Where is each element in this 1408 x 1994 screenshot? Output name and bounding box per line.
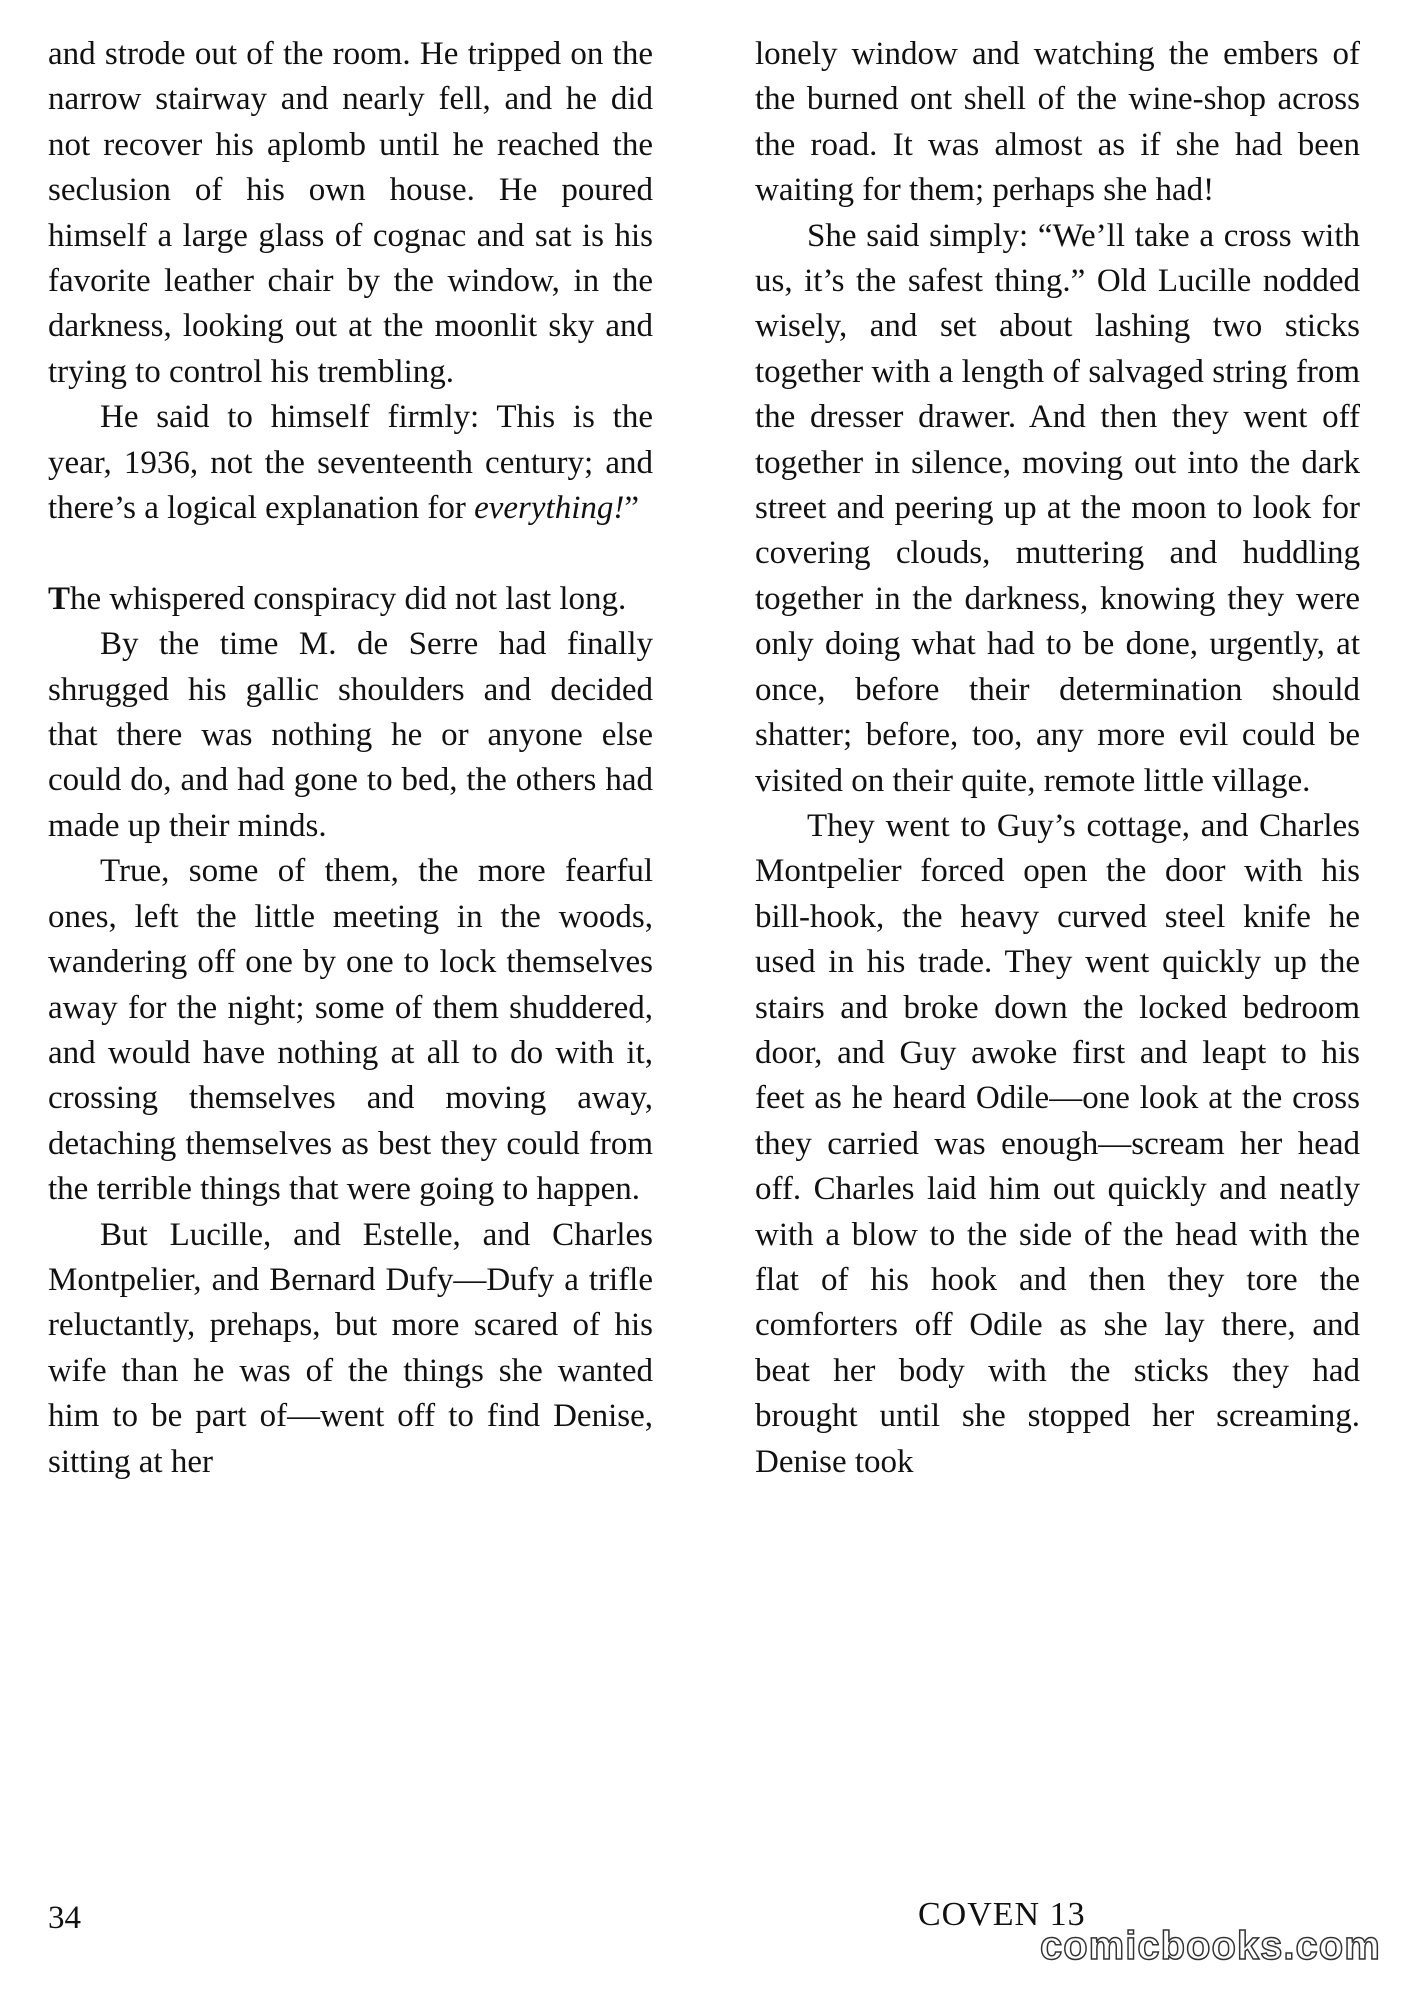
watermark: comicbooks.com [1040,1924,1381,1968]
text-run: He said to himself firmly: This is the year, 1936, not the seventeenth century; and there’s a logical explanation for [48,399,653,527]
paragraph [48,395,653,531]
paragraph: lonely window and watching the embers of the burned ont shell of the wine-shop across the road. It was almost as if she had been waiting for them; perhaps she had! [755,36,1360,209]
paragraph: But Lucille, and Estelle, and Charles Montpelier, and Bernard Dufy—Dufy a trifle reluctantly, prehaps, but more scared of his wife than he was of the things she wanted him to be part of—went off to find Denise, sitting at her [48,1216,653,1480]
text-run: ” [624,490,640,527]
paragraph: She said simply: “We’ll take a cross with us, it’s the safest thing.” Old Lucille nodded wisely, and set about lashing two sticks together with a length of salvaged string from the dresser drawer. And then they went off together in silence, moving out into the dark street and peering up at the moon to look for covering clouds, muttering and huddling together in the darkness, knowing they were only doing what had to be done, urgently, at once, before their determination should shatter; before, too, any more evil could be visited on their quite, remote little village. [755,217,1360,799]
right-column [755,32,1360,1485]
section-opening-paragraph [48,577,653,622]
paragraph: and strode out of the room. He tripped on the narrow stairway and nearly fell, and he did not recover his aplomb until he reached the seclusion of his own house. He poured himself a large glass of cognac and sat is his favorite leather chair by the window, in the darkness, looking out at the moonlit sky and trying to control his trembling. [48,36,653,390]
page-number: 34 [48,1900,81,1936]
initial-letter: T [48,580,71,617]
paragraph: By the time M. de Serre had finally shrugged his gallic shoulders and decided that there was nothing he or anyone else could do, and had gone to bed, the others had made up their minds. [48,626,653,844]
paragraph: They went to Guy’s cottage, and Charles Montpelier forced open the door with his bill-hook, the heavy curved steel knife he used in his trade. They went quickly up the stairs and broke down the locked bedroom door, and Guy awoke first and leapt to his feet as he heard Odile—one look at the cross they carried was enough—scream her head off. Charles laid him out quickly and neatly with a blow to the side of the head with the flat of his hook and then they tore the comforters off Odile as she lay there, and beat her body with the sticks they had brought until she stopped her screaming. Denise took [755,807,1360,1480]
left-column [48,32,653,1485]
text-run: he whispered conspiracy did not last long. [70,580,627,617]
publication-title: COVEN 13 [918,1896,1086,1933]
paragraph: True, some of them, the more fearful ones, left the little meeting in the woods, wandering off one by one to lock themselves away for the night; some of them shuddered, and would have nothing at all to do with it, crossing themselves and moving away, detaching themselves as best they could from the terrible things that were going to happen. [48,853,653,1208]
emphasis: everything! [474,490,625,527]
